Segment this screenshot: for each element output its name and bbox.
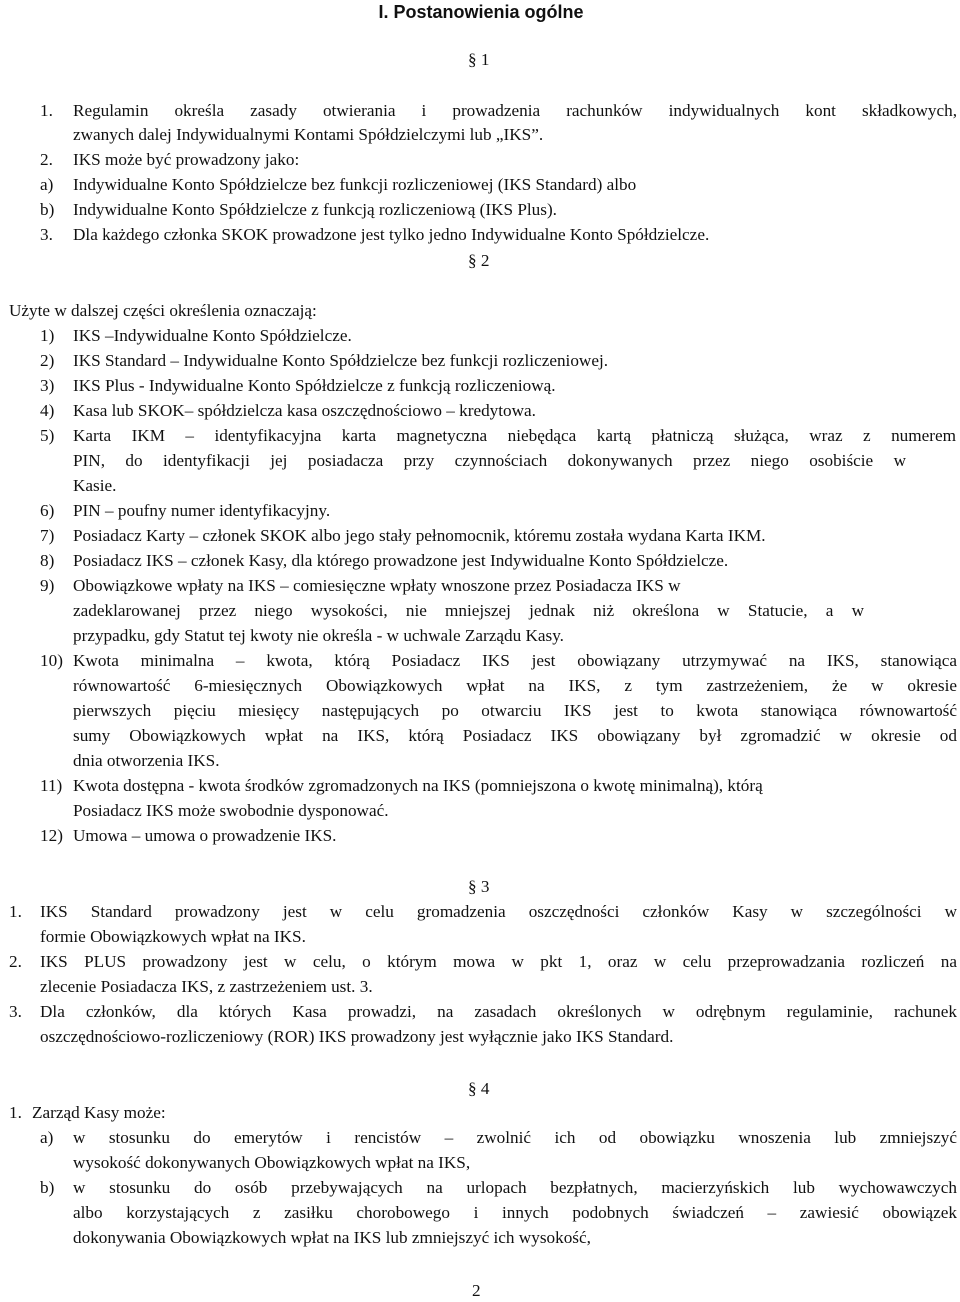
p4-item-1-intro: Zarząd Kasy może: — [32, 1103, 166, 1122]
p4-item-a-letter: a) — [40, 1128, 54, 1147]
p3-item-1-number: 1. — [9, 902, 22, 921]
p2-def-9-line-3: przypadku, gdy Statut tej kwoty nie określa - w uchwale Zarządu Kasy. — [73, 626, 564, 645]
p1-item-b-text: Indywidualne Konto Spółdzielcze z funkcją rozliczeniową (IKS Plus). — [73, 200, 557, 219]
p2-def-11-line-2: Posiadacz IKS może swobodnie dysponować. — [73, 801, 389, 820]
p1-item-2-number: 2. — [40, 150, 53, 169]
p1-item-1-line-2: zwanych dalej Indywidualnymi Kontami Spółdzielczymi lub „IKS”. — [73, 125, 544, 144]
p2-def-10-number: 10) — [40, 651, 63, 670]
p2-def-9-line-2: zadeklarowanej przez niego wysokości, nie mniejszej jednak niż określona w Statucie, a w — [73, 601, 864, 620]
section-2-heading: § 2 — [468, 251, 490, 270]
p2-def-10-line-5: dnia otworzenia IKS. — [73, 751, 220, 770]
p2-def-2-number: 2) — [40, 351, 55, 370]
p1-item-3-number: 3. — [40, 225, 53, 244]
p3-item-1-line-1: IKS Standard prowadzony jest w celu gromadzenia oszczędności członków Kasy w szczególności w — [40, 902, 957, 921]
p2-def-1-number: 1) — [40, 326, 55, 345]
p2-def-5-line-3: Kasie. — [73, 476, 117, 495]
p2-def-12-text: Umowa – umowa o prowadzenie IKS. — [73, 826, 337, 845]
p2-def-4-text: Kasa lub SKOK– spółdzielcza kasa oszczędnościowo – kredytowa. — [73, 401, 536, 420]
p3-item-3-number: 3. — [9, 1002, 22, 1021]
p2-def-5-number: 5) — [40, 426, 55, 445]
p2-def-3-number: 3) — [40, 376, 55, 395]
p1-item-1-line-1: Regulamin określa zasady otwierania i prowadzenia rachunków indywidualnych kont składkowych, — [73, 101, 957, 120]
p4-item-b-line-1: w stosunku do osób przebywających na urlopach bezpłatnych, macierzyńskich lub wychowawczych — [73, 1178, 957, 1197]
p4-item-1-number: 1. — [9, 1103, 22, 1122]
section-4-heading: § 4 — [468, 1079, 490, 1098]
p2-def-3-text: IKS Plus - Indywidualne Konto Spółdzielcze z funkcją rozliczeniową. — [73, 376, 556, 395]
page-number: 2 — [472, 1281, 481, 1300]
p2-def-5-line-1: Karta IKM – identyfikacyjna karta magnetyczna niebędąca kartą płatniczą służąca, wraz z numerem — [73, 426, 956, 445]
p1-item-3-text: Dla każdego członka SKOK prowadzone jest tylko jedno Indywidualne Konto Spółdzielcze. — [73, 225, 710, 244]
p2-def-10-line-2: równowartość 6-miesięcznych Obowiązkowych wpłat na IKS, z tym zastrzeżeniem, że w okresie — [73, 676, 957, 695]
p2-def-6-text: PIN – poufny numer identyfikacyjny. — [73, 501, 331, 520]
p2-def-2-text: IKS Standard – Indywidualne Konto Spółdzielcze bez funkcji rozliczeniowej. — [73, 351, 609, 370]
p2-def-12-number: 12) — [40, 826, 63, 845]
p1-item-1-number: 1. — [40, 101, 53, 120]
p2-def-10-line-3: pierwszych pięciu miesięcy następujących po otwarciu IKS jest to kwota stanowiąca równowartość — [73, 701, 957, 720]
section-3-heading: § 3 — [468, 877, 490, 896]
p2-def-6-number: 6) — [40, 501, 55, 520]
p2-def-10-line-4: sumy Obowiązkowych wpłat na IKS, którą Posiadacz IKS obowiązany był zgromadzić w okresie od — [73, 726, 957, 745]
p2-def-5-line-2: PIN, do identyfikacji jej posiadacza przy czynnościach dokonywanych przez niego osobiście w — [73, 451, 906, 470]
p3-item-3-line-1: Dla członków, dla których Kasa prowadzi, na zasadach określonych w odrębnym regulaminie, rachunek — [40, 1002, 957, 1021]
p2-def-1-text: IKS –Indywidualne Konto Spółdzielcze. — [73, 326, 352, 345]
p1-item-2-text: IKS może być prowadzony jako: — [73, 150, 300, 169]
p2-def-7-number: 7) — [40, 526, 55, 545]
section-1-heading: § 1 — [468, 50, 490, 69]
p2-def-8-text: Posiadacz IKS – członek Kasy, dla którego prowadzone jest Indywidualne Konto Spółdzielcze. — [73, 551, 729, 570]
p4-item-a-line-2: wysokość dokonywanych Obowiązkowych wpłat na IKS, — [73, 1153, 471, 1172]
p3-item-2-line-2: zlecenie Posiadacza IKS, z zastrzeżeniem ust. 3. — [40, 977, 373, 996]
p2-def-8-number: 8) — [40, 551, 55, 570]
p2-def-9-line-1: Obowiązkowe wpłaty na IKS – comiesięczne wpłaty wnoszone przez Posiadacza IKS w — [73, 576, 681, 595]
p2-def-11-line-1: Kwota dostępna - kwota środków zgromadzonych na IKS (pomniejszona o kwotę minimalną), którą — [73, 776, 763, 795]
p1-item-a-letter: a) — [40, 175, 54, 194]
p4-item-b-line-3: dokonywania Obowiązkowych wpłat na IKS lub zmniejszyć ich wysokość, — [73, 1228, 591, 1247]
p4-item-b-letter: b) — [40, 1178, 55, 1197]
p2-def-4-number: 4) — [40, 401, 55, 420]
p2-def-11-number: 11) — [40, 776, 63, 795]
p2-def-10-line-1: Kwota minimalna – kwota, którą Posiadacz IKS jest obowiązany utrzymywać na IKS, stanowiąca — [73, 651, 957, 670]
p3-item-2-line-1: IKS PLUS prowadzony jest w celu, o którym mowa w pkt 1, oraz w celu przeprowadzania rozliczeń na — [40, 952, 957, 971]
p2-def-7-text: Posiadacz Karty – członek SKOK albo jego stały pełnomocnik, któremu została wydana Karta IKM. — [73, 526, 766, 545]
p2-intro: Użyte w dalszej części określenia oznaczają: — [9, 301, 317, 320]
p2-def-9-number: 9) — [40, 576, 55, 595]
chapter-heading — [0, 0, 960, 26]
p4-item-b-line-2: albo korzystających z zasiłku chorobowego i innych podobnych świadczeń – zawiesić obowiązek — [73, 1203, 957, 1222]
p4-item-a-line-1: w stosunku do emerytów i rencistów – zwolnić ich od obowiązku wnoszenia lub zmniejszyć — [73, 1128, 957, 1147]
p1-item-a-text: Indywidualne Konto Spółdzielcze bez funkcji rozliczeniowej (IKS Standard) albo — [73, 175, 637, 194]
p3-item-3-line-2: oszczędnościowo-rozliczeniowy (ROR) IKS prowadzony jest wyłącznie jako IKS Standard. — [40, 1027, 674, 1046]
chapter-heading-text: I. Postanowienia ogólne — [378, 2, 584, 22]
p1-item-b-letter: b) — [40, 200, 55, 219]
p3-item-1-line-2: formie Obowiązkowych wpłat na IKS. — [40, 927, 306, 946]
p3-item-2-number: 2. — [9, 952, 22, 971]
